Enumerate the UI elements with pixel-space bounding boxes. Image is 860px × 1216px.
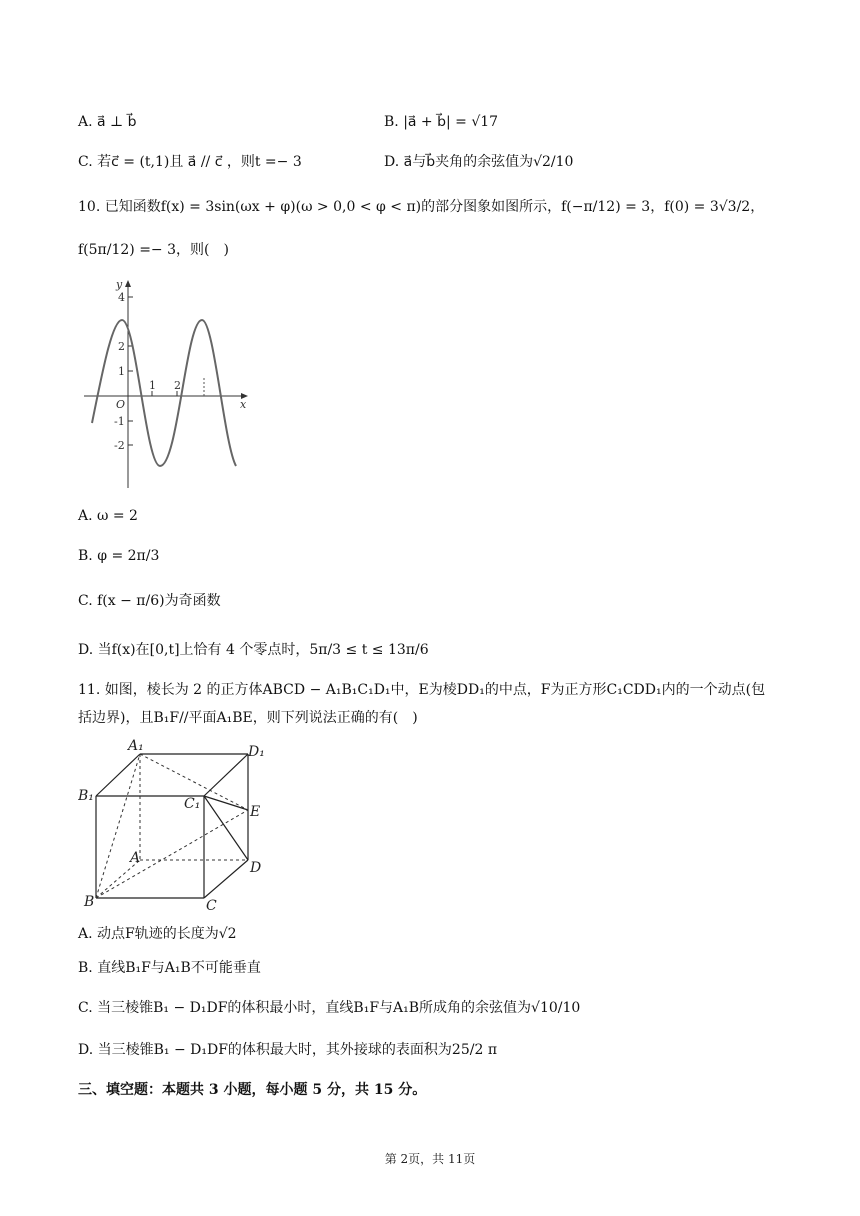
q11-stem-line1: 11. 如图，棱长为 2 的正方体ABCD − A₁B₁C₁D₁中，E为棱DD₁的中点，F为正方形C₁CDD₁内的一个动点(包 bbox=[78, 682, 766, 698]
y-tick-2: 2 bbox=[118, 340, 125, 353]
q10-option-b: B. φ = 2π/3 bbox=[78, 548, 160, 564]
q11-stem-line2: 括边界)，且B₁F//平面A₁BE，则下列说法正确的有( ) bbox=[78, 710, 418, 726]
q9-option-c: C. 若c⃗ = (t,1)且 a⃗ // c⃗ ，则t =− 3 bbox=[78, 154, 302, 170]
x-tick-2: 2 bbox=[174, 379, 181, 392]
q11-option-a: A. 动点F轨迹的长度为√2 bbox=[78, 926, 237, 942]
label-b: B bbox=[84, 894, 95, 910]
y-tick-neg1: -1 bbox=[114, 415, 125, 428]
y-tick-neg2: -2 bbox=[114, 439, 125, 452]
q9-option-a: A. a⃗ ⊥ b⃗ bbox=[78, 114, 137, 130]
q11-option-d: D. 当三棱锥B₁ − D₁DF的体积最大时，其外接球的表面积为25/2 π bbox=[78, 1042, 498, 1058]
label-e: E bbox=[250, 804, 261, 820]
label-c: C bbox=[206, 898, 217, 914]
x-tick-1: 1 bbox=[149, 379, 156, 392]
label-a: A bbox=[130, 850, 141, 866]
q9-option-b: B. |a⃗ + b⃗| = √17 bbox=[384, 114, 499, 130]
q9-option-d: D. a⃗与b⃗夹角的余弦值为√2/10 bbox=[384, 154, 574, 170]
q10-stem-line1: 10. 已知函数f(x) = 3sin(ωx + φ)(ω > 0,0 < φ < π)的部分图象如图所示，f(−π/12) = 3，f(0) = 3√3/2， bbox=[78, 199, 765, 215]
y-axis-arrow bbox=[125, 280, 131, 287]
q11-cube-figure bbox=[78, 736, 278, 914]
y-axis-label: y bbox=[116, 278, 123, 291]
q10-stem-line2: f(5π/12) =− 3，则( ) bbox=[78, 242, 229, 258]
q10-option-c: C. f(x − π/6)为奇函数 bbox=[78, 593, 221, 609]
q10-option-d: D. 当f(x)在[0,t]上恰有 4 个零点时，5π/3 ≤ t ≤ 13π/6 bbox=[78, 642, 429, 658]
y-tick-1: 1 bbox=[118, 365, 125, 378]
label-c1: C₁ bbox=[184, 796, 201, 812]
origin-label: O bbox=[116, 398, 126, 411]
section3-heading: 三、填空题：本题共 3 小题，每小题 5 分，共 15 分。 bbox=[78, 1082, 427, 1098]
label-b1: B₁ bbox=[78, 788, 94, 804]
q11-option-c: C. 当三棱锥B₁ − D₁DF的体积最小时，直线B₁F与A₁B所成角的余弦值为√10/10 bbox=[78, 1000, 581, 1016]
label-a1: A₁ bbox=[128, 738, 144, 754]
label-d: D bbox=[250, 860, 262, 876]
label-d1: D₁ bbox=[248, 744, 265, 760]
x-axis-label: x bbox=[240, 398, 247, 411]
q10-option-a: A. ω = 2 bbox=[78, 508, 138, 524]
q11-option-b: B. 直线B₁F与A₁B不可能垂直 bbox=[78, 960, 261, 976]
page-footer: 第 2页，共 11页 bbox=[384, 1152, 476, 1166]
q10-sine-graph bbox=[78, 274, 258, 496]
y-tick-4: 4 bbox=[118, 291, 125, 304]
